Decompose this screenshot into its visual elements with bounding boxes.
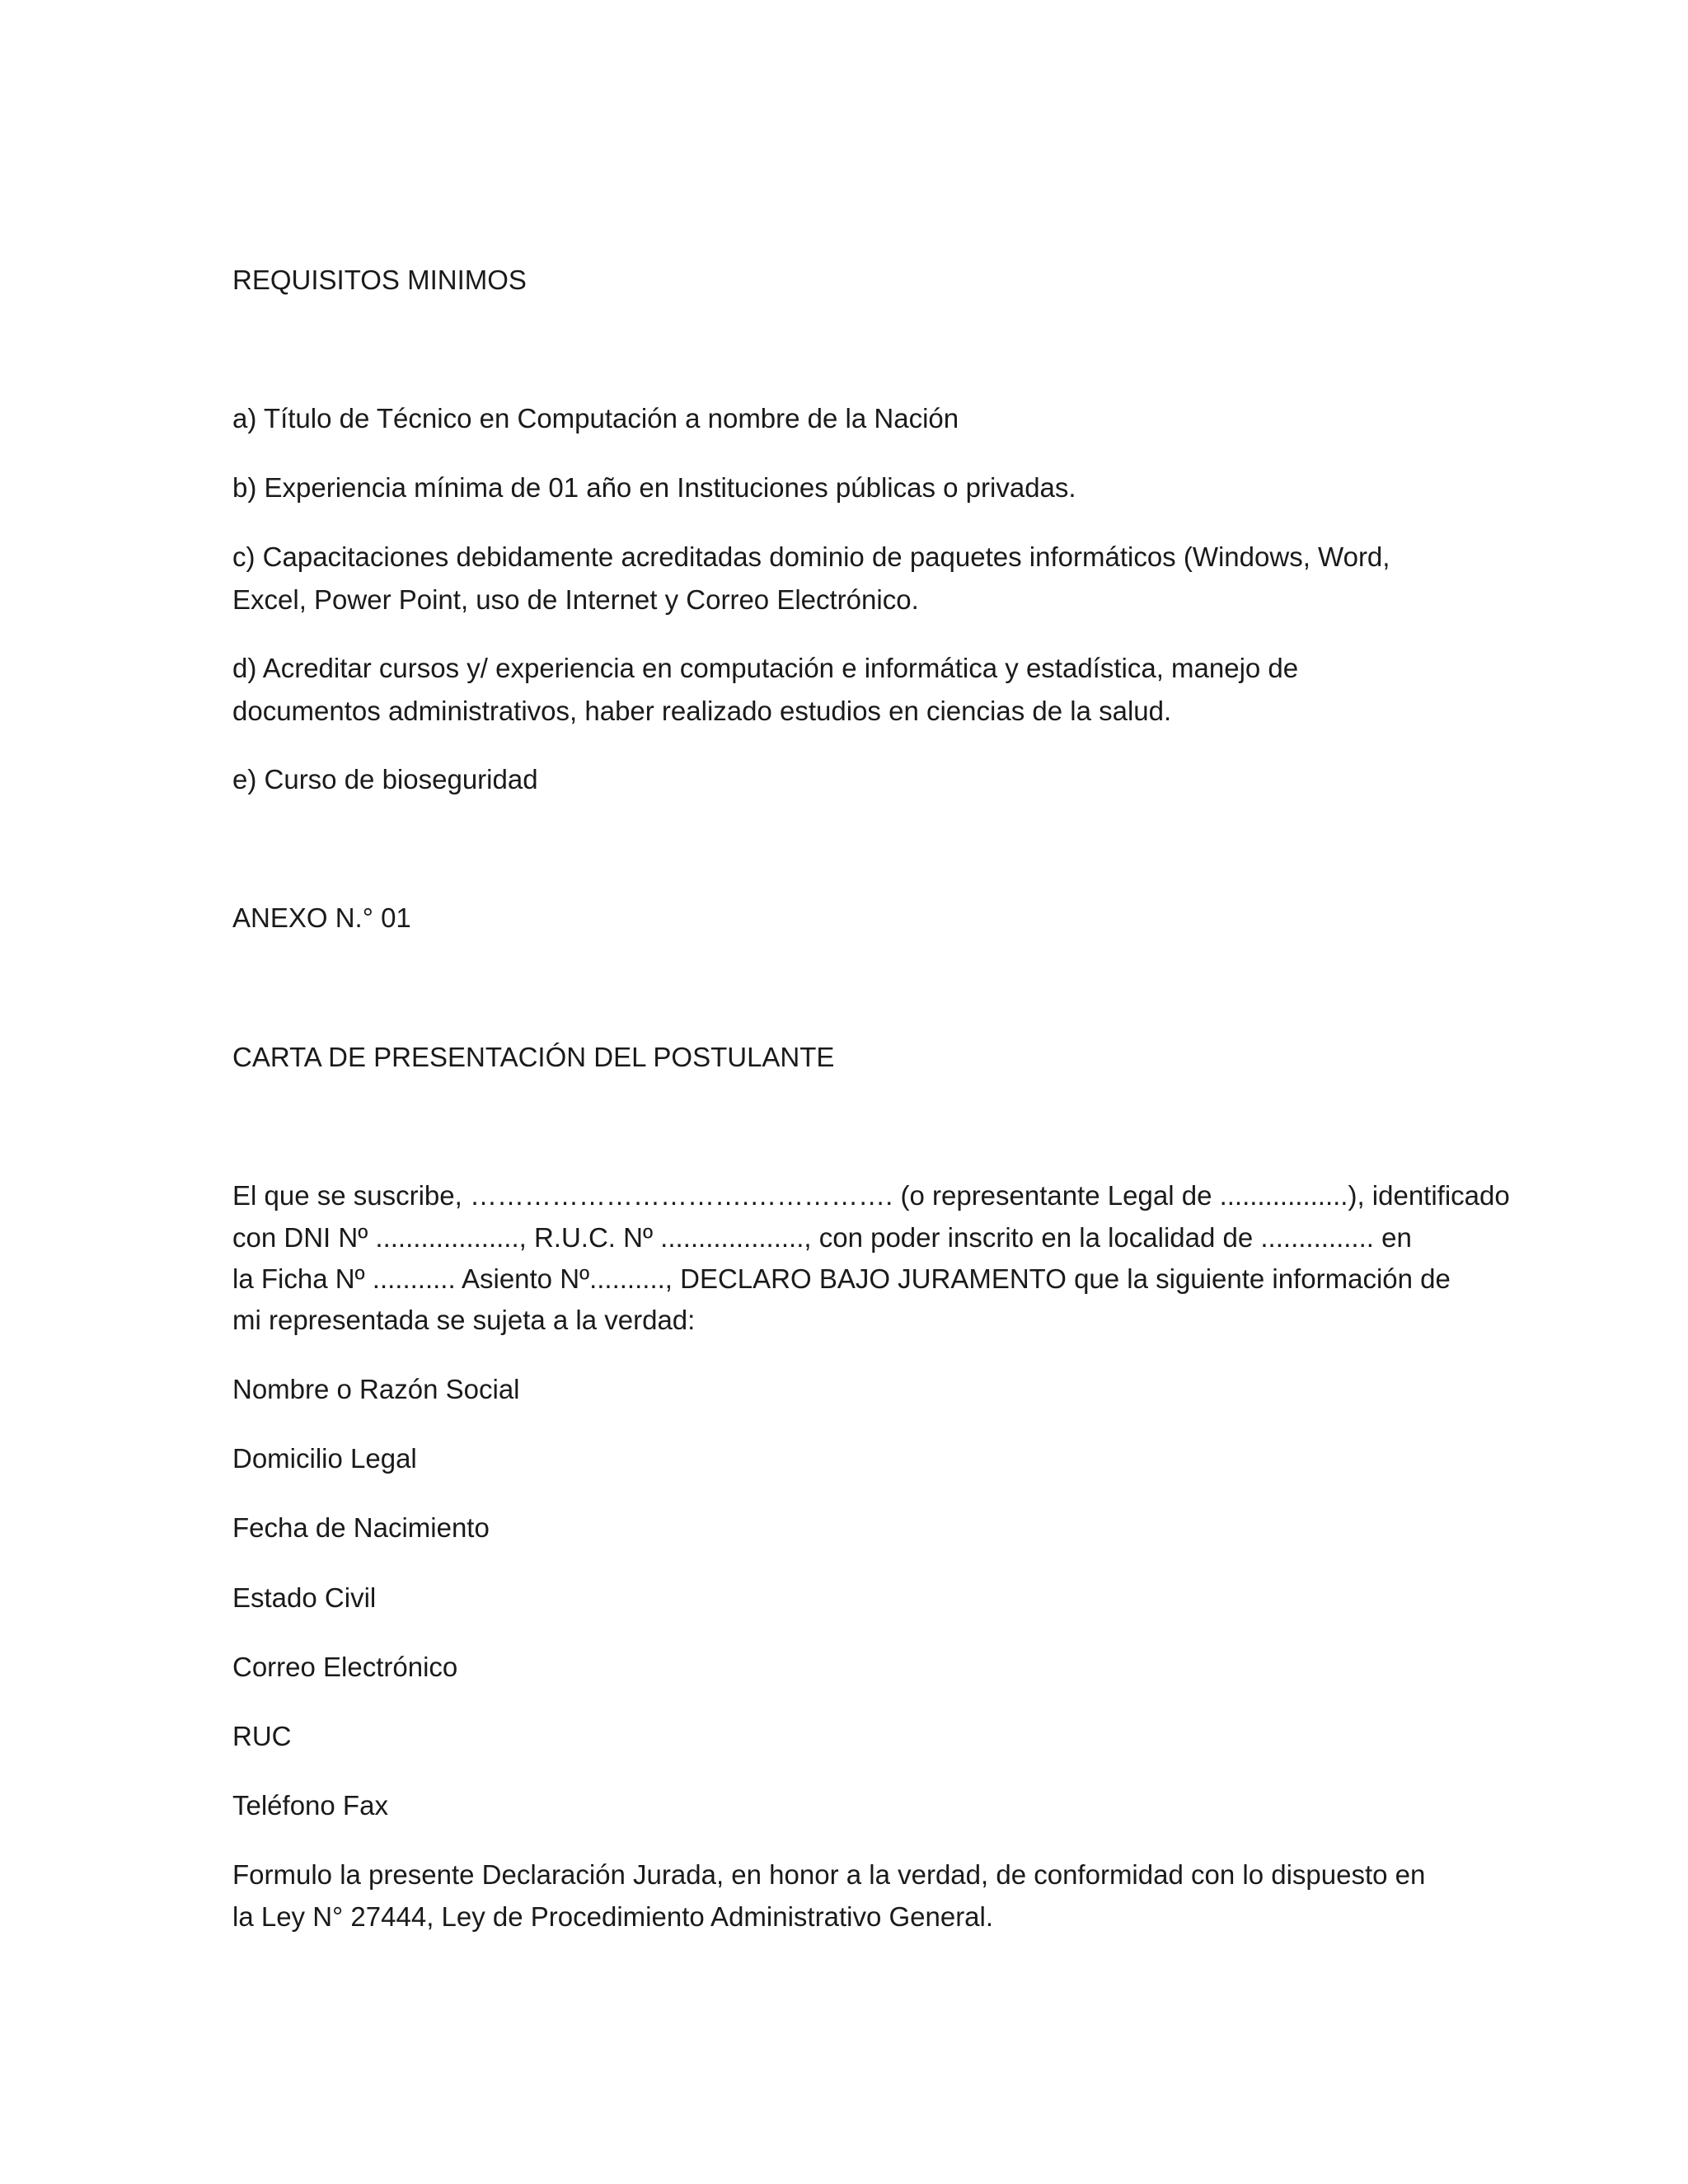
requisito-item-e: e) Curso de bioseguridad <box>232 764 538 794</box>
requisito-item-b: b) Experiencia mínima de 01 año en Instituciones públicas o privadas. <box>232 472 1076 503</box>
declaracion-closing-line-2: la Ley N° 27444, Ley de Procedimiento Administrativo General. <box>232 1901 994 1932</box>
declaracion-closing-line-1: Formulo la presente Declaración Jurada, en honor a la verdad, de conformidad con lo dispuesto en <box>232 1859 1426 1890</box>
field-domicilio-legal: Domicilio Legal <box>232 1443 417 1474</box>
declaracion-intro-line-2: con DNI Nº ..................., R.U.C. Nº ..................., con poder inscrito en la localidad de ............... en <box>232 1222 1412 1253</box>
anexo-label: ANEXO N.° 01 <box>232 902 411 933</box>
declaracion-intro-line-3: la Ficha Nº ........... Asiento Nº.........., DECLARO BAJO JURAMENTO que la siguiente información de <box>232 1263 1451 1294</box>
field-ruc: RUC <box>232 1721 292 1751</box>
requisito-item-a: a) Título de Técnico en Computación a nombre de la Nación <box>232 403 959 434</box>
declaracion-intro-line-1: El que se suscribe, ………………………….……………. (o representante Legal de .................), identificado <box>232 1180 1510 1211</box>
declaracion-intro-line-4: mi representada se sujeta a la verdad: <box>232 1305 696 1335</box>
requisito-item-c: c) Capacitaciones debidamente acreditadas dominio de paquetes informáticos (Windows, Word, Excel, Power Point, uso de Internet y Correo Electrónico. <box>232 541 1390 615</box>
field-estado-civil: Estado Civil <box>232 1582 377 1613</box>
field-correo-electronico: Correo Electrónico <box>232 1652 458 1682</box>
field-fecha-nacimiento: Fecha de Nacimiento <box>232 1512 490 1543</box>
anexo-title: CARTA DE PRESENTACIÓN DEL POSTULANTE <box>232 1042 835 1072</box>
requisito-item-d: d) Acreditar cursos y/ experiencia en computación e informática y estadística, manejo de documentos administrativos, haber realizado estudios en ciencias de la salud. <box>232 653 1299 726</box>
requisitos-heading: REQUISITOS MINIMOS <box>232 265 527 295</box>
field-telefono-fax: Teléfono Fax <box>232 1790 388 1821</box>
field-nombre-razon-social: Nombre o Razón Social <box>232 1374 520 1404</box>
